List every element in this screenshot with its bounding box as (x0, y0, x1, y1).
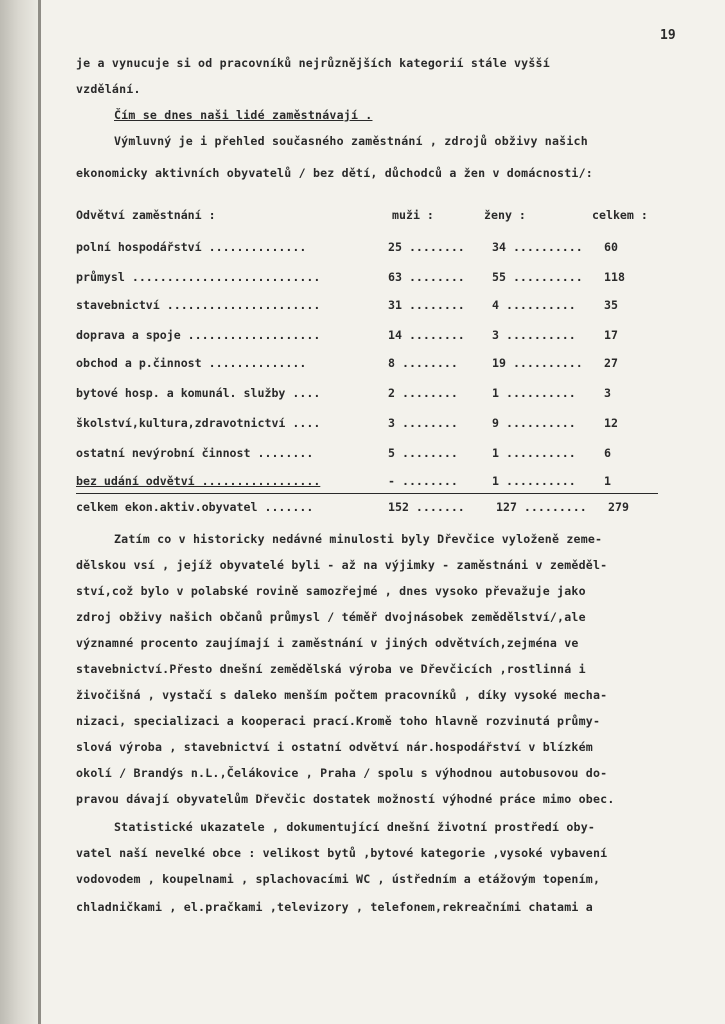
text-line: nizaci, specializaci a kooperaci prací.Kromě toho hlavně rozvinutá průmy- (76, 714, 601, 728)
text-line: chladničkami , el.pračkami ,televizory , telefonem,rekreačními chatami a (76, 900, 593, 914)
text-line: Výmluvný je i přehled současného zaměstnání , zdrojů obživy našich (114, 134, 588, 148)
text-line: je a vynucuje si od pracovníků nejrůznějších kategorií stále vyšší (76, 56, 550, 70)
total-cell: 279 (608, 500, 629, 514)
table-row (76, 474, 666, 490)
table-row (76, 298, 666, 314)
text-line: významné procento zaujímají i zaměstnání v jiných odvětvích,zejména ve (76, 636, 579, 650)
men-cell: - ........ (388, 474, 458, 488)
text-line: živočišná , vystačí s daleko menším počtem pracovníků , díky vysoké mecha- (76, 688, 608, 702)
women-cell: 55 .......... (492, 270, 583, 284)
text-line: stavebnictví.Přesto dnešní zemědělská výroba ve Dřevčicích ,rostlinná i (76, 662, 586, 676)
men-cell: 2 ........ (388, 386, 458, 400)
column-header-sector: Odvětví zaměstnání : (76, 208, 216, 222)
total-cell: 17 (604, 328, 618, 342)
table-row (76, 240, 666, 256)
page-number: 19 (660, 28, 676, 43)
sector-cell: bez udání odvětví ................. (76, 474, 321, 488)
total-cell: 12 (604, 416, 618, 430)
total-cell: 60 (604, 240, 618, 254)
text-line: ství,což bylo v polabské rovině samozřejmé , dnes vysoko převažuje jako (76, 584, 586, 598)
table-header-row (76, 208, 666, 224)
column-header-women: ženy : (484, 208, 526, 222)
total-cell: 35 (604, 298, 618, 312)
sector-cell: stavebnictví ...................... (76, 298, 321, 312)
text-line: slová výroba , stavebnictví i ostatní odvětví nár.hospodářství v blízkém (76, 740, 593, 754)
sector-cell: průmysl ........................... (76, 270, 321, 284)
sector-cell: školství,kultura,zdravotnictví .... (76, 416, 321, 430)
women-cell: 19 .......... (492, 356, 583, 370)
total-cell: 6 (604, 446, 611, 460)
total-cell: 118 (604, 270, 625, 284)
table-row (76, 356, 666, 372)
men-cell: 25 ........ (388, 240, 465, 254)
text-line: pravou dávají obyvatelům Dřevčic dostatek možností výhodné práce mimo obec. (76, 792, 615, 806)
page-edge (38, 0, 41, 1024)
women-cell: 4 .......... (492, 298, 576, 312)
men-cell: 31 ........ (388, 298, 465, 312)
text-line: vatel naší nevelké obce : velikost bytů ,bytové kategorie ,vysoké vybavení (76, 846, 608, 860)
men-cell: 3 ........ (388, 416, 458, 430)
women-cell: 3 .......... (492, 328, 576, 342)
sector-cell: bytové hosp. a komunál. služby .... (76, 386, 321, 400)
text-line: okolí / Brandýs n.L.,Čelákovice , Praha / spolu s výhodnou autobusovou do- (76, 766, 608, 780)
table-row (76, 270, 666, 286)
text-line: Zatím co v historicky nedávné minulosti byly Dřevčice vyloženě zeme- (114, 532, 603, 546)
women-cell: 34 .......... (492, 240, 583, 254)
column-header-men: muži : (392, 208, 434, 222)
sector-cell: ostatní nevýrobní činnost ........ (76, 446, 314, 460)
women-cell: 127 ......... (496, 500, 587, 514)
women-cell: 1 .......... (492, 386, 576, 400)
sector-cell: obchod a p.činnost .............. (76, 356, 307, 370)
table-total-rule (76, 493, 658, 494)
total-cell: 1 (604, 474, 611, 488)
men-cell: 8 ........ (388, 356, 458, 370)
text-line: dělskou vsí , jejíž obyvatelé byli - až na výjimky - zaměstnáni v zeměděl- (76, 558, 608, 572)
men-cell: 63 ........ (388, 270, 465, 284)
table-total-row (76, 500, 666, 516)
total-cell: 3 (604, 386, 611, 400)
book-binding-shadow (0, 0, 40, 1024)
women-cell: 9 .......... (492, 416, 576, 430)
table-row (76, 446, 666, 462)
text-line: zdroj obživy našich občanů průmysl / téměř dvojnásobek zemědělství/,ale (76, 610, 586, 624)
table-row (76, 416, 666, 432)
text-line: Statistické ukazatele , dokumentující dnešní životní prostředí oby- (114, 820, 596, 834)
text-line: vzdělání. (76, 82, 141, 96)
women-cell: 1 .......... (492, 474, 576, 488)
text-line: vodovodem , koupelnami , splachovacími WC , ústředním a etážovým topením, (76, 872, 601, 886)
men-cell: 14 ........ (388, 328, 465, 342)
column-header-total: celkem : (592, 208, 648, 222)
sector-cell: polní hospodářství .............. (76, 240, 307, 254)
total-cell: 27 (604, 356, 618, 370)
section-heading: Čím se dnes naši lidé zaměstnávají . (114, 108, 373, 122)
women-cell: 1 .......... (492, 446, 576, 460)
men-cell: 152 ....... (388, 500, 465, 514)
sector-cell: celkem ekon.aktiv.obyvatel ....... (76, 500, 314, 514)
table-row (76, 386, 666, 402)
text-line: ekonomicky aktivních obyvatelů / bez dětí, důchodců a žen v domácnosti/: (76, 166, 593, 180)
sector-cell: doprava a spoje ................... (76, 328, 321, 342)
table-row (76, 328, 666, 344)
men-cell: 5 ........ (388, 446, 458, 460)
